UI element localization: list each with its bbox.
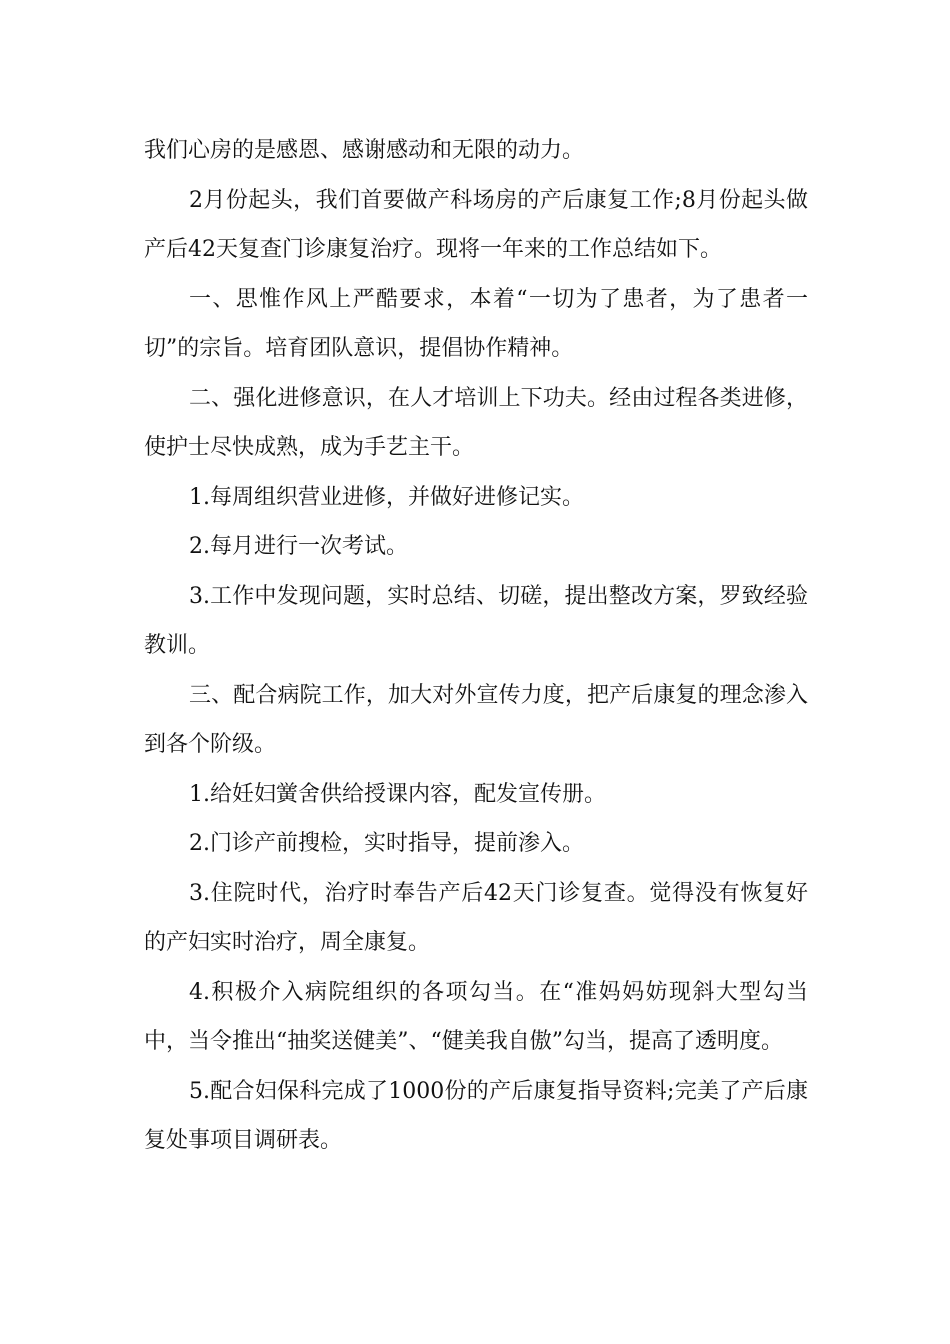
document-body <box>144 126 808 1166</box>
list-item: 3.住院时代，治疗时奉告产后42天门诊复查。觉得没有恢复好的产妇实时治疗，周全康复。 <box>144 880 808 955</box>
list-item: 3.工作中发现问题，实时总结、切磋，提出整改方案，罗致经验教训。 <box>144 583 808 658</box>
list-item: 2.门诊产前搜检，实时指导，提前渗入。 <box>189 831 584 856</box>
list-item: 2.每月进行一次考试。 <box>189 534 408 559</box>
list-item: 4.积极介入病院组织的各项勾当。在“准妈妈妨现斜大型勾当中，当令推出“抽奖送健美”、“健美我自傲”勾当，提高了透明度。 <box>144 979 808 1054</box>
paragraph: 2月份起头，我们首要做产科场房的产后康复工作;8月份起头做产后42天复查门诊康复治疗。现将一年来的工作总结如下。 <box>144 187 808 262</box>
list-item: 1.每周组织营业进修，并做好进修记实。 <box>189 484 584 510</box>
list-item: 1.给妊妇黉舍供给授课内容，配发宣传册。 <box>189 781 606 807</box>
paragraph: 三、配合病院工作，加大对外宣传力度，把产后康复的理念渗入到各个阶级。 <box>144 682 808 757</box>
paragraph: 一、思惟作风上严酷要求，本着“一切为了患者，为了患者一切”的宗旨。培育团队意识，提倡协作精神。 <box>144 286 808 361</box>
list-item: 5.配合妇保科完成了1000份的产后康复指导资料;完美了产后康复处事项目调研表。 <box>144 1078 808 1153</box>
paragraph: 二、强化进修意识，在人才培训上下功夫。经由过程各类进修，使护士尽快成熟，成为手艺主干。 <box>144 385 808 460</box>
paragraph: 我们心房的是感恩、感谢感动和无限的动力。 <box>144 138 585 163</box>
